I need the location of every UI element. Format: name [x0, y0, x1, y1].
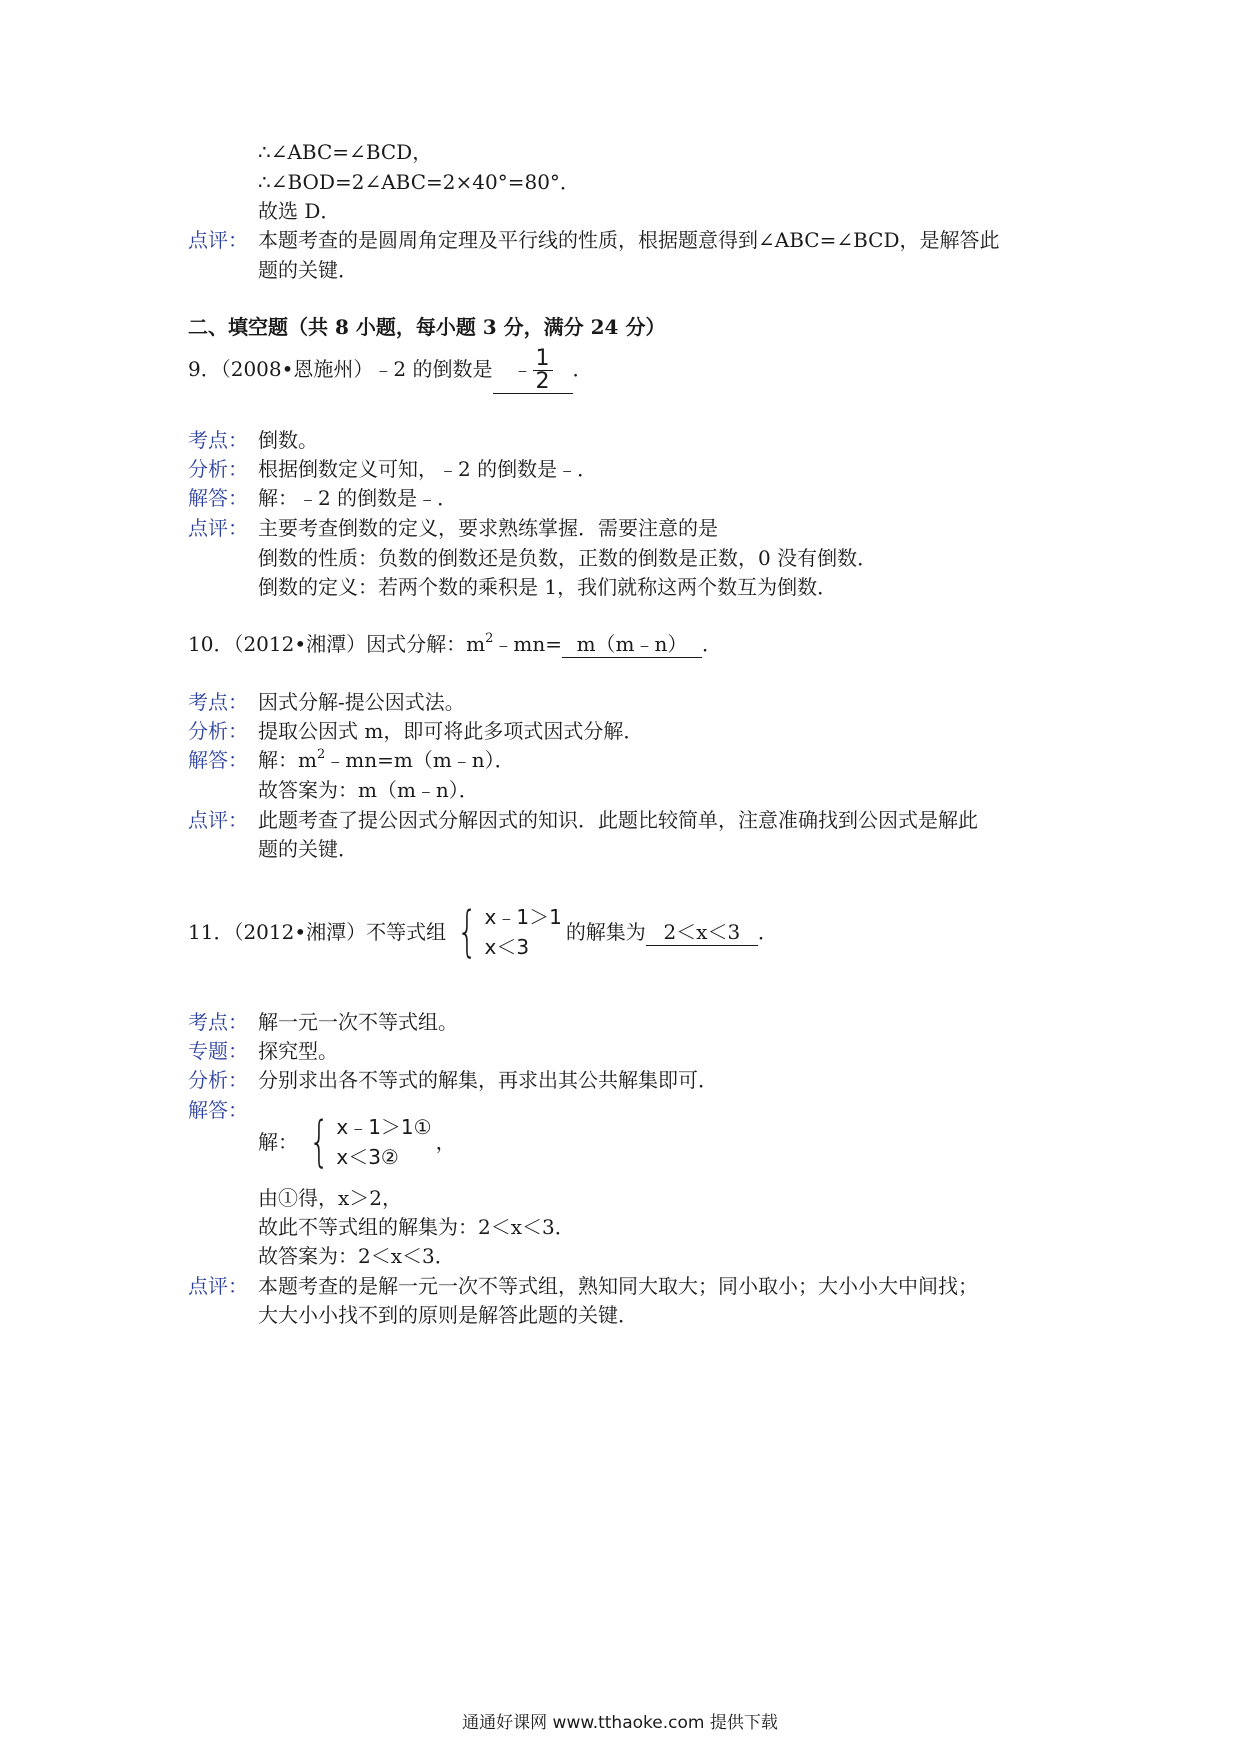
q11-kaodian-label: 考点： — [188, 1010, 248, 1034]
q11-end: ． — [757, 920, 778, 944]
q10-jieda-b: ﹣mn=m（m﹣n）． — [325, 748, 515, 772]
q11-sys-row-1: x﹣1＞1 — [484, 905, 562, 929]
q11-step-2: 故此不等式组的解集为：2＜x＜3． — [258, 1215, 575, 1239]
q11-step-1: 由①得，x＞2， — [258, 1186, 403, 1210]
q11-zhuanti-label: 专题： — [188, 1039, 248, 1063]
q10-stem — [188, 630, 722, 658]
q9-answer-sign: ﹣ — [512, 357, 533, 381]
q10-answer-blank — [562, 631, 702, 658]
q11-zhuanti: 探究型。 — [258, 1039, 338, 1063]
q9-jieda-label: 解答： — [188, 486, 248, 510]
q9-dianping-line-2: 倒数的性质：负数的倒数还是负数，正数的倒数是正数，0 没有倒数． — [258, 546, 878, 570]
q9-answer-denominator: 2 — [535, 369, 550, 394]
q10-dianping-line-2: 题的关键． — [258, 837, 358, 861]
q10-fenxi-label: 分析： — [188, 719, 248, 743]
q10-kaodian: 因式分解-提公因式法。 — [258, 690, 465, 714]
q11-jie-row-1: x﹣1＞1① — [336, 1115, 432, 1139]
q11-dianping-label: 点评： — [188, 1274, 248, 1298]
q9-dianping-line-3: 倒数的定义：若两个数的乘积是 1，我们就称这两个数互为倒数． — [258, 575, 838, 599]
q11-jie-inequality-system — [302, 1112, 432, 1172]
q11-inequality-system — [450, 902, 562, 962]
q10-dianping-line-1: 此题考查了提公因式分解因式的知识．此题比较简单，注意准确找到公因式是解此 — [258, 808, 978, 832]
q11-stem-text-b: 的解集为 — [565, 920, 646, 944]
page-footer: 通通好课网 www.tthaoke.com 提供下载 — [462, 1713, 778, 1733]
q10-answer: m（m﹣n） — [576, 632, 688, 656]
prev-line-1: ∴∠ABC=∠BCD， — [258, 140, 433, 164]
q9-kaodian: 倒数。 — [258, 428, 318, 452]
q9-answer-numerator: 1 — [533, 348, 553, 371]
q10-kaodian-label: 考点： — [188, 690, 248, 714]
q10-jieda-label: 解答： — [188, 748, 248, 772]
q11-fenxi-label: 分析： — [188, 1068, 248, 1092]
q9-stem — [188, 348, 593, 394]
q11-jie-brace: { — [308, 1110, 330, 1173]
q11-jie-prefix: 解： — [258, 1130, 298, 1154]
q10-end: ． — [702, 632, 722, 656]
q9-answer-blank — [493, 348, 573, 394]
q10-jieda-line-2: 故答案为：m（m﹣n）． — [258, 778, 479, 802]
q11-step-3: 故答案为：2＜x＜3． — [258, 1244, 455, 1268]
prev-comment-label: 点评： — [188, 228, 248, 252]
prev-line-2: ∴∠BOD=2∠ABC=2×40°=80°． — [258, 170, 580, 194]
q11-jieda-label: 解答： — [188, 1098, 248, 1122]
q11-jie-row-2: x＜3② — [336, 1145, 399, 1169]
q10-jieda-sup: 2 — [316, 747, 326, 762]
q11-answer-blank — [646, 919, 758, 946]
q11-stem-text: 11．（2012•湘潭）不等式组 — [188, 920, 447, 944]
q11-stem — [188, 896, 778, 968]
q9-end: ． — [572, 357, 593, 381]
q10-dianping-label: 点评： — [188, 808, 248, 832]
q11-jie-system — [258, 1106, 456, 1178]
prev-comment-line-2: 题的关键． — [258, 258, 358, 282]
prev-line-3: 故选 D． — [258, 199, 341, 223]
q9-fenxi: 根据倒数定义可知，﹣2 的倒数是﹣． — [258, 457, 598, 481]
q10-stem-sup: 2 — [485, 631, 494, 646]
q11-sys-row-2: x＜3 — [484, 935, 530, 959]
q9-jieda: 解：﹣2 的倒数是﹣． — [258, 486, 458, 510]
q10-jieda-a: 解：m — [258, 748, 317, 772]
q11-answer: 2＜x＜3 — [663, 919, 741, 944]
q9-fenxi-label: 分析： — [188, 457, 248, 481]
q10-jieda-line-1 — [258, 746, 515, 774]
q11-kaodian: 解一元一次不等式组。 — [258, 1010, 458, 1034]
section-title: 二、填空题（共 8 小题，每小题 3 分，满分 24 分） — [188, 315, 666, 339]
q11-brace: { — [457, 900, 478, 963]
q9-dianping-label: 点评： — [188, 516, 248, 540]
q11-dianping-line-2: 大大小小找不到的原则是解答此题的关键． — [258, 1303, 638, 1327]
q10-stem-text-b: ﹣mn= — [493, 632, 562, 656]
q10-fenxi: 提取公因式 m，即可将此多项式因式分解． — [258, 719, 644, 743]
q9-answer-fraction — [533, 348, 553, 393]
q9-dianping-line-1: 主要考查倒数的定义，要求熟练掌握．需要注意的是 — [258, 516, 718, 540]
q11-jie-suffix: ， — [435, 1130, 456, 1154]
q9-stem-text: 9．（2008•恩施州）﹣2 的倒数是 — [188, 357, 493, 381]
prev-comment-line-1: 本题考查的是圆周角定理及平行线的性质，根据题意得到∠ABC=∠BCD，是解答此 — [258, 228, 1000, 252]
q11-fenxi: 分别求出各不等式的解集，再求出其公共解集即可． — [258, 1068, 718, 1092]
q11-dianping-line-1: 本题考查的是解一元一次不等式组，熟知同大取大；同小取小；大小小大中间找； — [258, 1274, 978, 1298]
q10-stem-text-a: 10．（2012•湘潭）因式分解：m — [188, 632, 486, 656]
q9-kaodian-label: 考点： — [188, 428, 248, 452]
